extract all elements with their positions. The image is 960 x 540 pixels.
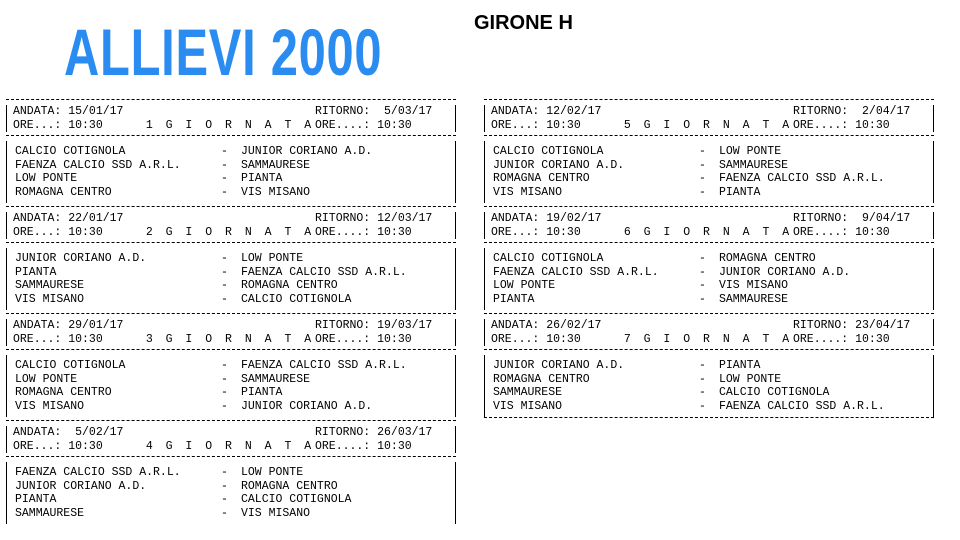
separator <box>135 426 145 440</box>
giornata-label: 4 G I O R N A T A <box>145 439 315 453</box>
round-header <box>6 319 456 346</box>
match-list <box>484 141 934 203</box>
match-list <box>6 355 456 417</box>
match-row <box>493 172 933 186</box>
home-team: PIANTA <box>493 292 535 306</box>
home-team: SAMMAURESE <box>493 386 563 399</box>
ritorno-time: ORE....: 10:30 <box>793 118 890 132</box>
match-row <box>493 373 933 387</box>
match-dash: - <box>221 399 228 413</box>
ritorno-time: ORE....: 10:30 <box>793 332 890 346</box>
round-block <box>484 206 934 310</box>
away-team: SAMMAURESE <box>719 292 789 306</box>
home-team: ROMAGNA CENTRO <box>15 386 112 399</box>
giornata-spacer <box>145 105 315 119</box>
away-team: CALCIO COTIGNOLA <box>241 493 352 506</box>
home-team: PIANTA <box>15 265 57 279</box>
away-team: PIANTA <box>719 185 761 199</box>
away-team: CALCIO COTIGNOLA <box>241 292 352 306</box>
away-team: JUNIOR CORIANO A.D. <box>241 399 373 413</box>
separator <box>135 105 145 119</box>
away-team: JUNIOR CORIANO A.D. <box>241 145 373 158</box>
andata-time: ORE...: 10:30 <box>13 439 103 453</box>
home-team: CALCIO COTIGNOLA <box>15 145 126 158</box>
away-team: VIS MISANO <box>241 185 311 199</box>
match-dash: - <box>221 493 228 506</box>
ritorno-time: ORE....: 10:30 <box>315 118 412 132</box>
match-dash: - <box>699 185 706 199</box>
match-dash: - <box>221 372 228 386</box>
away-team: FAENZA CALCIO SSD A.R.L. <box>241 265 407 279</box>
match-dash: - <box>699 279 706 292</box>
round-header-row <box>491 333 933 347</box>
home-team: FAENZA CALCIO SSD A.R.L. <box>15 466 181 479</box>
away-team: LOW PONTE <box>719 145 782 158</box>
match-row <box>15 466 455 480</box>
round-header <box>484 105 934 132</box>
match-row <box>15 279 455 293</box>
match-dash: - <box>699 265 706 279</box>
away-team: VIS MISANO <box>719 279 789 292</box>
round-header <box>484 319 934 346</box>
home-team: JUNIOR CORIANO A.D. <box>15 252 147 265</box>
home-team: LOW PONTE <box>15 372 78 386</box>
round-header-row <box>491 226 933 240</box>
match-row <box>493 266 933 280</box>
away-team: FAENZA CALCIO SSD A.R.L. <box>241 359 407 372</box>
match-dash: - <box>699 372 706 386</box>
home-team: JUNIOR CORIANO A.D. <box>15 479 147 493</box>
match-row <box>15 373 455 387</box>
away-team: CALCIO COTIGNOLA <box>719 386 830 399</box>
giornata-label: 3 G I O R N A T A <box>145 332 315 346</box>
andata-date: ANDATA: 12/02/17 <box>491 105 602 118</box>
andata-date: ANDATA: 19/02/17 <box>491 212 602 225</box>
giornata-spacer <box>623 105 793 119</box>
match-row <box>15 386 455 400</box>
round-header-row <box>13 226 455 240</box>
round-header-row <box>13 426 455 440</box>
match-row <box>493 400 933 414</box>
home-team: FAENZA CALCIO SSD A.R.L. <box>15 158 181 172</box>
separator <box>613 333 623 347</box>
home-team: CALCIO COTIGNOLA <box>15 359 126 372</box>
ritorno-date: RITORNO: 23/04/17 <box>793 319 911 332</box>
away-team: SAMMAURESE <box>719 158 789 172</box>
separator <box>135 440 145 454</box>
ritorno-time: ORE....: 10:30 <box>315 332 412 346</box>
andata-time: ORE...: 10:30 <box>491 118 581 132</box>
giornata-spacer <box>623 212 793 226</box>
home-team: JUNIOR CORIANO A.D. <box>493 158 625 172</box>
match-row <box>15 252 455 266</box>
giornata-label: 7 G I O R N A T A <box>623 332 793 346</box>
andata-date: ANDATA: 5/02/17 <box>13 426 124 439</box>
andata-time: ORE...: 10:30 <box>13 225 103 239</box>
match-dash: - <box>221 185 228 199</box>
away-team: ROMAGNA CENTRO <box>241 279 338 292</box>
ritorno-time: ORE....: 10:30 <box>315 225 412 239</box>
match-dash: - <box>699 359 706 372</box>
giornata-spacer <box>623 319 793 333</box>
match-row <box>15 507 455 521</box>
ritorno-time: ORE....: 10:30 <box>793 225 890 239</box>
andata-time: ORE...: 10:30 <box>491 225 581 239</box>
round-header-row <box>13 333 455 347</box>
group-label: GIRONE H <box>474 12 573 34</box>
separator <box>613 226 623 240</box>
home-team: FAENZA CALCIO SSD A.R.L. <box>493 265 659 279</box>
separator <box>135 319 145 333</box>
home-team: LOW PONTE <box>15 172 78 185</box>
match-dash: - <box>221 279 228 292</box>
match-row <box>15 359 455 373</box>
match-dash: - <box>221 359 228 372</box>
match-row <box>15 480 455 494</box>
match-dash: - <box>699 252 706 265</box>
round-block <box>484 99 934 203</box>
match-row <box>15 172 455 186</box>
giornata-spacer <box>145 426 315 440</box>
away-team: VIS MISANO <box>241 506 311 520</box>
away-team: LOW PONTE <box>241 466 304 479</box>
ritorno-date: RITORNO: 2/04/17 <box>793 105 911 118</box>
match-row <box>15 186 455 200</box>
andata-time: ORE...: 10:30 <box>13 332 103 346</box>
match-row <box>493 293 933 307</box>
match-dash: - <box>221 252 228 265</box>
match-list <box>484 355 934 417</box>
match-list <box>6 248 456 310</box>
home-team: LOW PONTE <box>493 279 556 292</box>
ritorno-date: RITORNO: 26/03/17 <box>315 426 433 439</box>
match-dash: - <box>221 466 228 479</box>
match-dash: - <box>699 386 706 399</box>
page-title: ALLIEVI 2000 <box>64 15 383 89</box>
round-header-row <box>13 119 455 133</box>
round-block <box>6 206 456 310</box>
round-header-row <box>491 105 933 119</box>
match-row <box>493 159 933 173</box>
match-dash: - <box>699 399 706 413</box>
away-team: ROMAGNA CENTRO <box>719 252 816 265</box>
ritorno-date: RITORNO: 5/03/17 <box>315 105 433 118</box>
home-team: SAMMAURESE <box>15 506 85 520</box>
home-team: VIS MISANO <box>493 399 563 413</box>
schedule-column-right <box>484 96 934 418</box>
ritorno-date: RITORNO: 9/04/17 <box>793 212 911 225</box>
home-team: VIS MISANO <box>493 185 563 199</box>
andata-date: ANDATA: 26/02/17 <box>491 319 602 332</box>
match-row <box>15 400 455 414</box>
away-team: PIANTA <box>241 386 283 399</box>
match-row <box>493 359 933 373</box>
round-block <box>6 313 456 417</box>
schedule-column-left <box>6 96 456 524</box>
home-team: CALCIO COTIGNOLA <box>493 252 604 265</box>
match-row <box>15 159 455 173</box>
away-team: PIANTA <box>719 359 761 372</box>
round-block <box>484 313 934 418</box>
separator <box>613 119 623 133</box>
round-header-row <box>13 212 455 226</box>
home-team: PIANTA <box>15 493 57 506</box>
home-team: ROMAGNA CENTRO <box>493 172 590 185</box>
away-team: LOW PONTE <box>719 372 782 386</box>
match-dash: - <box>221 292 228 306</box>
andata-date: ANDATA: 29/01/17 <box>13 319 124 332</box>
round-header-row <box>13 319 455 333</box>
home-team: CALCIO COTIGNOLA <box>493 145 604 158</box>
match-row <box>15 266 455 280</box>
match-dash: - <box>221 172 228 185</box>
round-header-row <box>13 440 455 454</box>
round-header <box>6 105 456 132</box>
separator <box>613 105 623 119</box>
match-row <box>493 386 933 400</box>
match-row <box>493 186 933 200</box>
match-dash: - <box>699 172 706 185</box>
giornata-label: 1 G I O R N A T A <box>145 118 315 132</box>
match-dash: - <box>221 158 228 172</box>
away-team: ROMAGNA CENTRO <box>241 479 338 493</box>
giornata-label: 5 G I O R N A T A <box>623 118 793 132</box>
match-row <box>15 145 455 159</box>
match-dash: - <box>221 506 228 520</box>
round-header <box>484 212 934 239</box>
home-team: ROMAGNA CENTRO <box>493 372 590 386</box>
separator <box>135 333 145 347</box>
separator <box>613 212 623 226</box>
away-team: SAMMAURESE <box>241 372 311 386</box>
round-header <box>6 212 456 239</box>
match-dash: - <box>699 145 706 158</box>
match-dash: - <box>221 479 228 493</box>
match-row <box>493 279 933 293</box>
andata-time: ORE...: 10:30 <box>13 118 103 132</box>
match-dash: - <box>699 158 706 172</box>
match-list <box>6 462 456 524</box>
away-team: FAENZA CALCIO SSD A.R.L. <box>719 172 885 185</box>
dashed-rule <box>484 417 934 418</box>
ritorno-time: ORE....: 10:30 <box>315 439 412 453</box>
separator <box>135 119 145 133</box>
round-block <box>6 420 456 524</box>
home-team: ROMAGNA CENTRO <box>15 185 112 199</box>
match-dash: - <box>221 265 228 279</box>
home-team: VIS MISANO <box>15 292 85 306</box>
andata-time: ORE...: 10:30 <box>491 332 581 346</box>
giornata-label: 6 G I O R N A T A <box>623 225 793 239</box>
home-team: SAMMAURESE <box>15 279 85 292</box>
round-block <box>6 99 456 203</box>
round-header-row <box>491 119 933 133</box>
giornata-spacer <box>145 212 315 226</box>
away-team: SAMMAURESE <box>241 158 311 172</box>
separator <box>135 226 145 240</box>
andata-date: ANDATA: 15/01/17 <box>13 105 124 118</box>
giornata-spacer <box>145 319 315 333</box>
away-team: PIANTA <box>241 172 283 185</box>
match-dash: - <box>699 292 706 306</box>
match-list <box>484 248 934 310</box>
away-team: FAENZA CALCIO SSD A.R.L. <box>719 399 885 413</box>
match-row <box>493 252 933 266</box>
ritorno-date: RITORNO: 12/03/17 <box>315 212 433 225</box>
match-row <box>15 493 455 507</box>
match-list <box>6 141 456 203</box>
separator <box>613 319 623 333</box>
round-header-row <box>491 212 933 226</box>
away-team: LOW PONTE <box>241 252 304 265</box>
home-team: JUNIOR CORIANO A.D. <box>493 359 625 372</box>
andata-date: ANDATA: 22/01/17 <box>13 212 124 225</box>
round-header-row <box>491 319 933 333</box>
match-row <box>15 293 455 307</box>
home-team: VIS MISANO <box>15 399 85 413</box>
ritorno-date: RITORNO: 19/03/17 <box>315 319 433 332</box>
match-dash: - <box>221 145 228 158</box>
separator <box>135 212 145 226</box>
match-row <box>493 145 933 159</box>
match-dash: - <box>221 386 228 399</box>
round-header <box>6 426 456 453</box>
giornata-label: 2 G I O R N A T A <box>145 225 315 239</box>
round-header-row <box>13 105 455 119</box>
away-team: JUNIOR CORIANO A.D. <box>719 265 851 279</box>
